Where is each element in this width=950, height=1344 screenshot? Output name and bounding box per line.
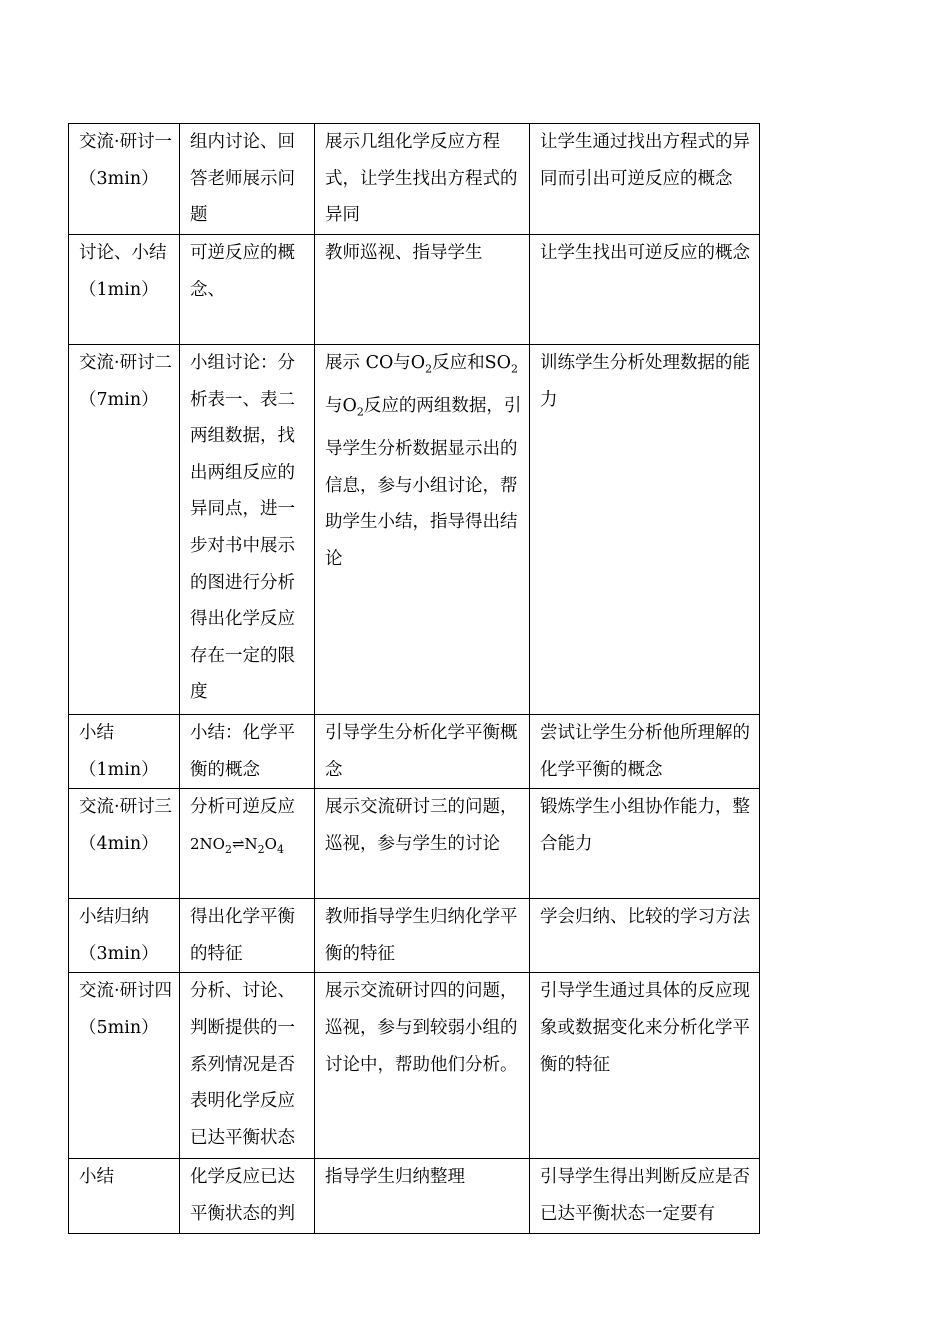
stage-label: 交流·研讨二 xyxy=(79,353,173,373)
formula-part: O xyxy=(264,834,277,853)
teacher-activity-cell: 教师指导学生归纳化学平衡的特征 xyxy=(315,899,530,973)
stage-cell xyxy=(69,124,180,235)
stage-cell xyxy=(69,789,180,899)
subscript: 2 xyxy=(356,405,364,419)
stage-cell xyxy=(69,899,180,973)
teacher-activity-cell: 展示交流研讨三的问题，巡视，参与学生的讨论 xyxy=(315,789,530,899)
teacher-activity-cell: 指导学生归纳整理 xyxy=(315,1159,530,1233)
stage-label: 交流·研讨三 xyxy=(79,797,173,818)
reaction-formula xyxy=(190,834,284,856)
subscript: 4 xyxy=(276,842,284,856)
stage-label: 交流·研讨一 xyxy=(79,132,173,152)
design-intent-cell: 学会归纳、比较的学习方法 xyxy=(530,899,760,973)
student-activity-cell: 化学反应已达平衡状态的判 xyxy=(180,1159,315,1233)
stage-cell xyxy=(69,715,180,789)
stage-label: 小结 xyxy=(79,723,114,743)
design-intent-cell: 训练学生分析处理数据的能力 xyxy=(530,345,760,715)
subscript: 2 xyxy=(425,362,433,376)
lesson-plan-table xyxy=(68,123,760,1234)
design-intent-cell: 引导学生得出判断反应是否已达平衡状态一定要有 xyxy=(530,1159,760,1233)
student-activity-cell: 小结：化学平衡的概念 xyxy=(180,715,315,789)
stage-label: 交流·研讨四 xyxy=(79,981,173,1002)
teacher-activity-cell: 展示几组化学反应方程式，让学生找出方程式的异同 xyxy=(315,124,530,235)
stage-cell xyxy=(69,345,180,715)
design-intent-cell: 让学生通过找出方程式的异同而引出可逆反应的概念 xyxy=(530,124,760,235)
subscript: 2 xyxy=(224,842,232,856)
teacher-text: 与O xyxy=(325,396,357,417)
stage-cell xyxy=(69,973,180,1159)
design-intent-cell: 让学生找出可逆反应的概念 xyxy=(530,235,760,345)
stage-duration: （5min） xyxy=(79,1017,159,1038)
student-activity-cell: 分析、讨论、判断提供的一系列情况是否表明化学反应已达平衡状态 xyxy=(180,973,315,1159)
table-row xyxy=(69,124,760,235)
subscript: 2 xyxy=(511,362,518,376)
stage-label: 讨论、小结 xyxy=(79,243,167,263)
design-intent-cell: 引导学生通过具体的反应现象或数据变化来分析化学平衡的特征 xyxy=(530,973,760,1159)
stage-cell xyxy=(69,1159,180,1233)
teacher-activity-cell: 展示交流研讨四的问题，巡视，参与到较弱小组的讨论中，帮助他们分析。 xyxy=(315,973,530,1159)
stage-duration: （1min） xyxy=(79,759,159,780)
teacher-activity-cell: 教师巡视、指导学生 xyxy=(315,235,530,345)
student-activity-cell: 得出化学平衡的特征 xyxy=(180,899,315,973)
subscript: 2 xyxy=(257,842,265,856)
design-intent-cell: 尝试让学生分析他所理解的化学平衡的概念 xyxy=(530,715,760,789)
table-row xyxy=(69,715,760,789)
student-activity-cell: 小组讨论：分析表一、表二两组数据，找出两组反应的异同点，进一步对书中展示的图进行分析得出化学反应存在一定的限度 xyxy=(180,345,315,715)
student-activity-cell: 组内讨论、回答老师展示问题 xyxy=(180,124,315,235)
teacher-text: 反应的两组数据，引导学生分析数据显示出的信息，参与小组讨论，帮助学生小结，指导得出结论 xyxy=(325,396,522,569)
table-row xyxy=(69,1159,760,1233)
stage-duration: （7min） xyxy=(79,389,159,410)
teacher-activity-cell: 引导学生分析化学平衡概念 xyxy=(315,715,530,789)
table-row xyxy=(69,789,760,899)
table-row xyxy=(69,899,760,973)
stage-label: 小结归纳 xyxy=(79,907,149,928)
table-row xyxy=(69,235,760,345)
formula-part: ⇌N xyxy=(231,834,258,853)
formula-part: 2NO xyxy=(190,834,225,853)
student-activity-cell: 可逆反应的概念、 xyxy=(180,235,315,345)
teacher-activity-cell xyxy=(315,345,530,715)
teacher-text: 反应和SO xyxy=(432,353,511,373)
stage-duration: （4min） xyxy=(79,833,159,854)
stage-label: 小结 xyxy=(79,1167,114,1188)
stage-duration: （1min） xyxy=(79,279,159,300)
stage-cell xyxy=(69,235,180,345)
stage-duration: （3min） xyxy=(79,943,159,964)
table-row xyxy=(69,345,760,715)
teacher-text: 展示 CO与O xyxy=(325,353,426,373)
stage-duration: （3min） xyxy=(79,168,159,189)
design-intent-cell: 锻炼学生小组协作能力，整合能力 xyxy=(530,789,760,899)
student-text: 分析可逆反应 xyxy=(190,797,295,818)
student-activity-cell xyxy=(180,789,315,899)
table-row xyxy=(69,973,760,1159)
